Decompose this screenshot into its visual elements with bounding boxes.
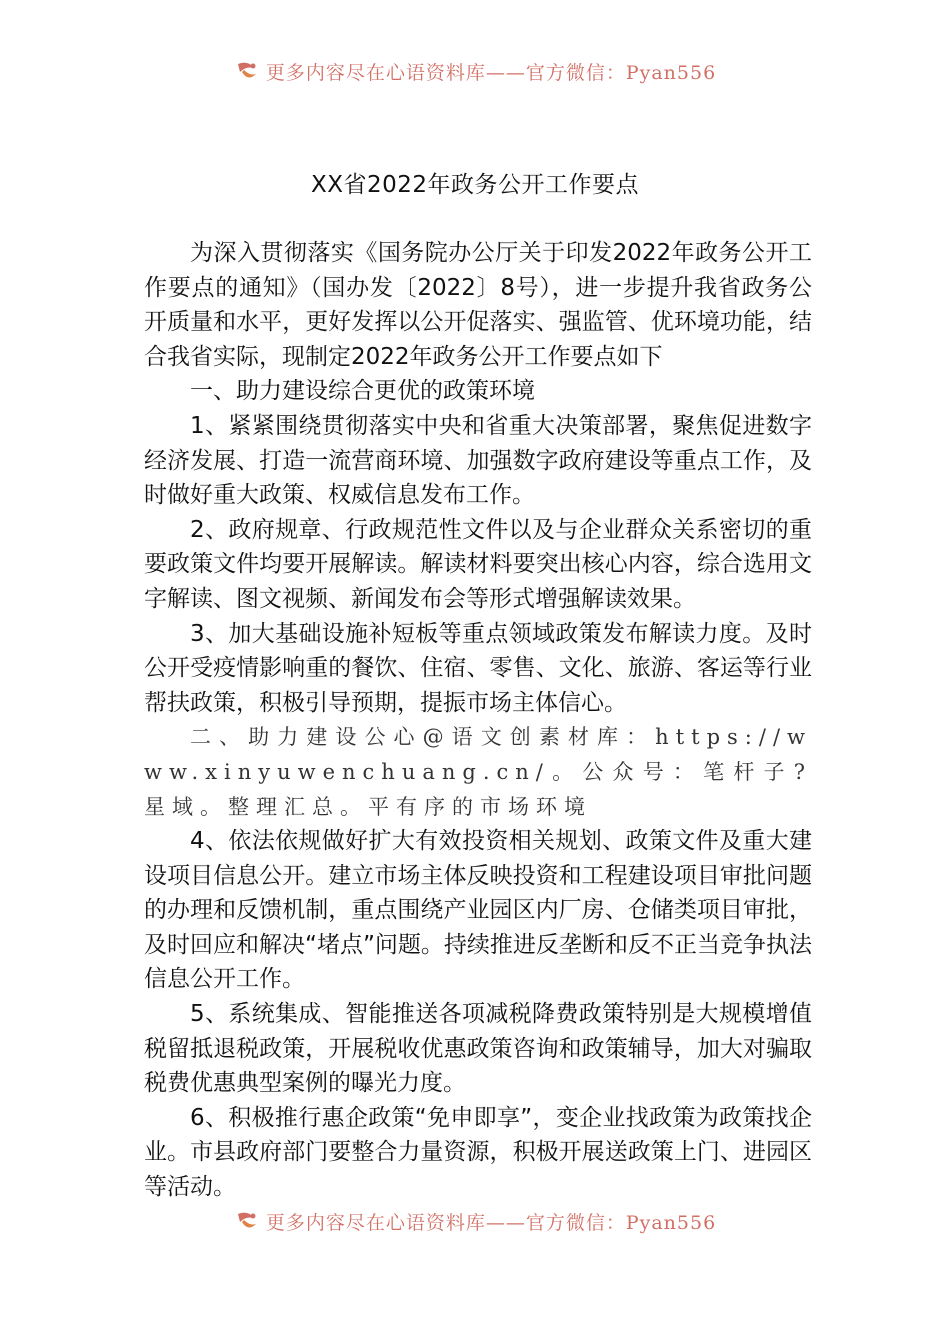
- watermark-text: 更多内容尽在心语资料库——官方微信：Pyan556: [265, 1211, 717, 1234]
- paragraph-intro: 为深入贯彻落实《国务院办公厅关于印发2022年政务公开工作要点的通知》（国办发〔2022〕8号），进一步提升我省政务公开质量和水平，更好发挥以公开促落实、强监管、优环境功能，结合我省实际，现制定2022年政务公开工作要点如下: [144, 240, 812, 370]
- document-title: XX省2022年政务公开工作要点: [310, 172, 640, 198]
- watermark-logo-icon: [234, 1210, 260, 1232]
- paragraph-item-5: 5、系统集成、智能推送各项减税降费政策特别是大规模增值税留抵退税政策，开展税收优惠政策咨询和政策辅导，加大对骗取税费优惠典型案例的曝光力度。: [144, 1001, 812, 1097]
- watermark-text: 更多内容尽在心语资料库——官方微信：Pyan556: [265, 61, 717, 84]
- header-watermark: [0, 56, 950, 86]
- section-heading-2-inserted-text: 二、助力建设公心@语文创素材库：https://www.xinyuwenchuang.cn/。公众号：笔杆子?星域。整理汇总。平有序的市场环境: [144, 725, 812, 819]
- paragraph-item-1: 1、紧紧围绕贯彻落实中央和省重大决策部署，聚焦促进数字经济发展、打造一流营商环境、加强数字政府建设等重点工作，及时做好重大政策、权威信息发布工作。: [144, 412, 812, 509]
- paragraph-item-2: 2、政府规章、行政规范性文件以及与企业群众关系密切的重要政策文件均要开展解读。解读材料要突出核心内容，综合选用文字解读、图文视频、新闻发布会等形式增强解读效果。: [144, 516, 812, 612]
- footer-watermark: [0, 1206, 950, 1236]
- section-heading-1: 一、助力建设综合更优的政策环境: [190, 378, 535, 405]
- paragraph-item-6: 6、积极推行惠企政策“免申即享”，变企业找政策为政策找企业。市县政府部门要整合力量资源，积极开展送政策上门、进园区等活动。: [144, 1104, 812, 1201]
- paragraph-item-4: 4、依法依规做好扩大有效投资相关规划、政策文件及重大建设项目信息公开。建立市场主体反映投资和工程建设项目审批问题的办理和反馈机制，重点围绕产业园区内厂房、仓储类项目审批，及时回应和解决“堵点”问题。持续推进反垄断和反不正当竞争执法信息公开工作。: [144, 828, 812, 993]
- document-body: [144, 236, 812, 1205]
- watermark-logo-icon: [234, 60, 260, 82]
- paragraph-item-3: 3、加大基础设施补短板等重点领域政策发布解读力度。及时公开受疫情影响重的餐饮、住宿、零售、文化、旅游、客运等行业帮扶政策，积极引导预期，提振市场主体信心。: [144, 620, 812, 716]
